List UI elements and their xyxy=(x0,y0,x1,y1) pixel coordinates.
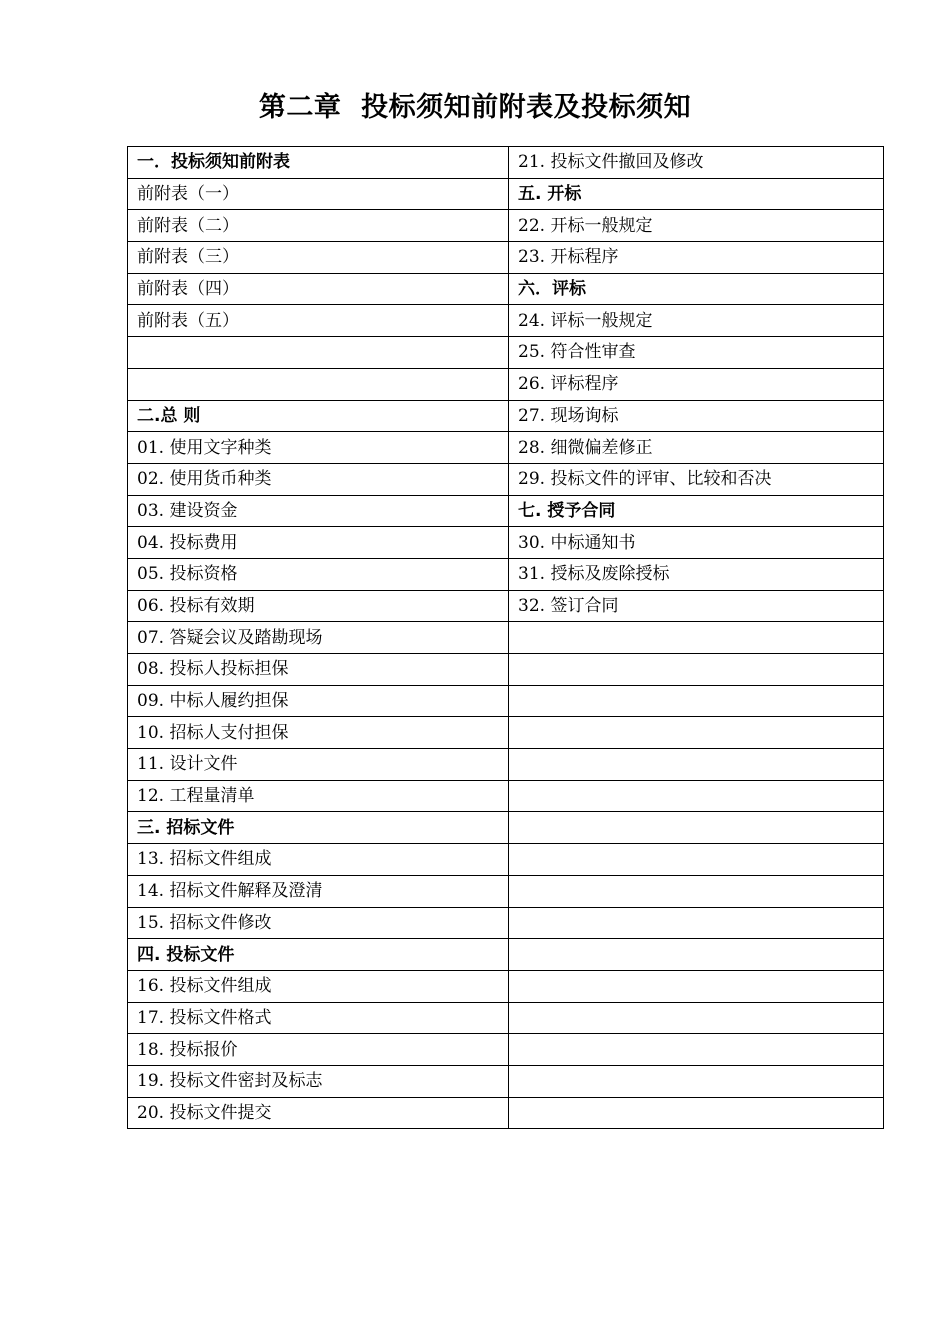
section-heading: 三. 招标文件 xyxy=(128,812,509,844)
empty-cell xyxy=(509,622,884,654)
table-row xyxy=(128,337,884,369)
toc-entry: 前附表（三） xyxy=(128,242,509,274)
toc-table xyxy=(127,146,884,1129)
toc-entry: 01. 使用文字种类 xyxy=(128,432,509,464)
toc-body xyxy=(128,147,884,1129)
table-row xyxy=(128,780,884,812)
empty-cell xyxy=(509,1034,884,1066)
toc-entry: 21. 投标文件撤回及修改 xyxy=(509,147,884,179)
toc-entry: 03. 建设资金 xyxy=(128,495,509,527)
table-row xyxy=(128,654,884,686)
table-row xyxy=(128,590,884,622)
toc-entry: 07. 答疑会议及踏勘现场 xyxy=(128,622,509,654)
toc-entry: 23. 开标程序 xyxy=(509,242,884,274)
section-heading: 五. 开标 xyxy=(509,178,884,210)
toc-entry: 18. 投标报价 xyxy=(128,1034,509,1066)
empty-cell xyxy=(509,970,884,1002)
table-row xyxy=(128,685,884,717)
toc-entry: 26. 评标程序 xyxy=(509,368,884,400)
table-row xyxy=(128,1065,884,1097)
toc-entry: 前附表（四） xyxy=(128,273,509,305)
toc-entry: 28. 细微偏差修正 xyxy=(509,432,884,464)
table-row xyxy=(128,1097,884,1129)
page-title: 第二章 投标须知前附表及投标须知 xyxy=(258,92,692,123)
table-row xyxy=(128,622,884,654)
table-row xyxy=(128,939,884,971)
table-row xyxy=(128,875,884,907)
empty-cell xyxy=(128,368,509,400)
toc-entry: 前附表（二） xyxy=(128,210,509,242)
empty-cell xyxy=(509,1065,884,1097)
toc-entry: 20. 投标文件提交 xyxy=(128,1097,509,1129)
section-heading: 二.总 则 xyxy=(128,400,509,432)
toc-entry: 19. 投标文件密封及标志 xyxy=(128,1065,509,1097)
table-row xyxy=(128,749,884,781)
toc-entry: 31. 授标及废除授标 xyxy=(509,558,884,590)
section-heading: 七. 授予合同 xyxy=(509,495,884,527)
toc-entry: 30. 中标通知书 xyxy=(509,527,884,559)
toc-entry: 32. 签订合同 xyxy=(509,590,884,622)
empty-cell xyxy=(509,812,884,844)
empty-cell xyxy=(509,939,884,971)
table-row xyxy=(128,463,884,495)
toc-entry: 06. 投标有效期 xyxy=(128,590,509,622)
toc-entry: 27. 现场询标 xyxy=(509,400,884,432)
toc-entry: 14. 招标文件解释及澄清 xyxy=(128,875,509,907)
toc-entry: 22. 开标一般规定 xyxy=(509,210,884,242)
empty-cell xyxy=(509,717,884,749)
table-row xyxy=(128,368,884,400)
table-row xyxy=(128,178,884,210)
table-row xyxy=(128,558,884,590)
toc-entry: 02. 使用货币种类 xyxy=(128,463,509,495)
toc-entry: 25. 符合性审查 xyxy=(509,337,884,369)
toc-entry: 05. 投标资格 xyxy=(128,558,509,590)
table-row xyxy=(128,147,884,179)
table-row xyxy=(128,305,884,337)
section-heading: 一．投标须知前附表 xyxy=(128,147,509,179)
table-row xyxy=(128,970,884,1002)
toc-entry: 16. 投标文件组成 xyxy=(128,970,509,1002)
table-row xyxy=(128,527,884,559)
table-row xyxy=(128,907,884,939)
table-row xyxy=(128,1002,884,1034)
table-row xyxy=(128,432,884,464)
empty-cell xyxy=(509,749,884,781)
section-heading: 四. 投标文件 xyxy=(128,939,509,971)
toc-entry: 17. 投标文件格式 xyxy=(128,1002,509,1034)
toc-entry: 13. 招标文件组成 xyxy=(128,844,509,876)
toc-entry: 08. 投标人投标担保 xyxy=(128,654,509,686)
table-row xyxy=(128,1034,884,1066)
toc-entry: 12. 工程量清单 xyxy=(128,780,509,812)
table-row xyxy=(128,717,884,749)
toc-entry: 15. 招标文件修改 xyxy=(128,907,509,939)
empty-cell xyxy=(509,654,884,686)
empty-cell xyxy=(509,1097,884,1129)
table-row xyxy=(128,400,884,432)
empty-cell xyxy=(509,907,884,939)
empty-cell xyxy=(128,337,509,369)
table-row xyxy=(128,844,884,876)
table-row xyxy=(128,273,884,305)
empty-cell xyxy=(509,685,884,717)
table-row xyxy=(128,242,884,274)
toc-entry: 29. 投标文件的评审、比较和否决 xyxy=(509,463,884,495)
toc-entry: 前附表（五） xyxy=(128,305,509,337)
section-heading: 六．评标 xyxy=(509,273,884,305)
toc-entry: 10. 招标人支付担保 xyxy=(128,717,509,749)
empty-cell xyxy=(509,844,884,876)
empty-cell xyxy=(509,1002,884,1034)
toc-entry: 前附表（一） xyxy=(128,178,509,210)
empty-cell xyxy=(509,780,884,812)
toc-entry: 11. 设计文件 xyxy=(128,749,509,781)
toc-entry: 24. 评标一般规定 xyxy=(509,305,884,337)
toc-entry: 09. 中标人履约担保 xyxy=(128,685,509,717)
empty-cell xyxy=(509,875,884,907)
toc-entry: 04. 投标费用 xyxy=(128,527,509,559)
table-row xyxy=(128,495,884,527)
table-row xyxy=(128,812,884,844)
table-row xyxy=(128,210,884,242)
